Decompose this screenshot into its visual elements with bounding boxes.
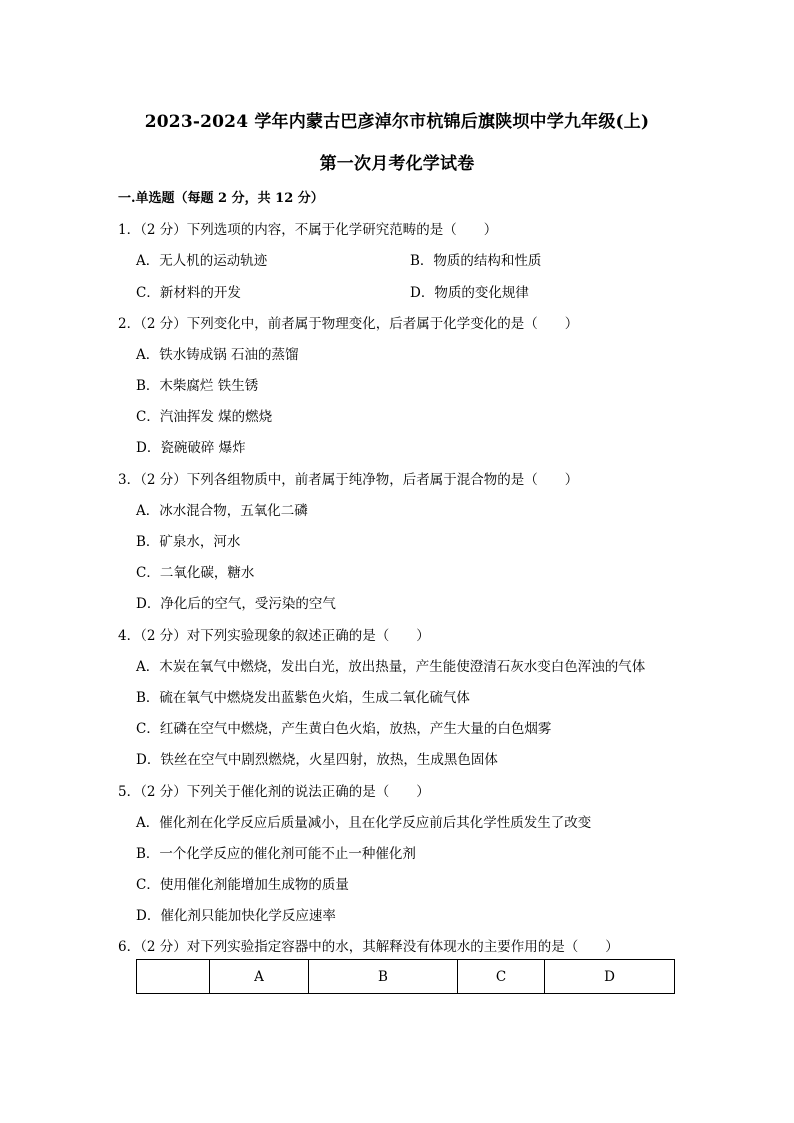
question-1-option-a: A．无人机的运动轨迹 xyxy=(136,253,268,269)
question-3-option-b: B．矿泉水，河水 xyxy=(136,534,241,550)
question-1-stem: 1．（2 分）下列选项的内容，不属于化学研究范畴的是（ ） xyxy=(118,222,498,238)
question-3-option-d: D．净化后的空气，受污染的空气 xyxy=(136,596,336,612)
question-4-option-d: D．铁丝在空气中剧烈燃烧，火星四射，放热，生成黑色固体 xyxy=(136,752,498,768)
question-3-option-a: A．冰水混合物，五氧化二磷 xyxy=(136,503,308,519)
exam-title-line1: 2023-2024 学年内蒙古巴彦淖尔市杭锦后旗陕坝中学九年级(上) xyxy=(144,112,650,132)
table-header-b: B xyxy=(309,960,458,994)
table-header-c: C xyxy=(458,960,545,994)
question-1-option-c: C．新材料的开发 xyxy=(136,285,241,301)
question-5-option-c: C．使用催化剂能增加生成物的质量 xyxy=(136,877,349,893)
question-2-option-c: C．汽油挥发 煤的燃烧 xyxy=(136,409,273,425)
question-2-stem: 2．（2 分）下列变化中，前者属于物理变化，后者属于化学变化的是（ ） xyxy=(118,316,579,332)
question-6-stem: 6．（2 分）对下列实验指定容器中的水，其解释没有体现水的主要作用的是（ ） xyxy=(118,939,619,955)
question-3-stem: 3．（2 分）下列各组物质中，前者属于纯净物，后者属于混合物的是（ ） xyxy=(118,472,579,488)
question-4-stem: 4．（2 分）对下列实验现象的叙述正确的是（ ） xyxy=(118,628,430,644)
question-2-option-a: A．铁水铸成锅 石油的蒸馏 xyxy=(136,347,299,363)
question-2-option-b: B．木柴腐烂 铁生锈 xyxy=(136,378,259,394)
question-1-option-b: B．物质的结构和性质 xyxy=(410,253,542,269)
question-5-option-d: D．催化剂只能加快化学反应速率 xyxy=(136,908,336,924)
question-5-stem: 5．（2 分）下列关于催化剂的说法正确的是（ ） xyxy=(118,784,430,800)
question-5-option-a: A．催化剂在化学反应后质量减小，且在化学反应前后其化学性质发生了改变 xyxy=(136,815,592,831)
question-5-option-b: B．一个化学反应的催化剂可能不止一种催化剂 xyxy=(136,846,416,862)
exam-title-line2: 第一次月考化学试卷 xyxy=(319,154,475,174)
question-4-option-a: A．木炭在氧气中燃烧，发出白光，放出热量，产生能使澄清石灰水变白色浑浊的气体 xyxy=(136,659,646,675)
table-row xyxy=(137,960,675,994)
question-2-option-d: D．瓷碗破碎 爆炸 xyxy=(136,440,246,456)
table-header-a: A xyxy=(210,960,309,994)
question-4-option-b: B．硫在氧气中燃烧发出蓝紫色火焰，生成二氧化硫气体 xyxy=(136,690,470,706)
section-heading: 一.单选题（每题 2 分，共 12 分） xyxy=(118,191,324,206)
question-6-table xyxy=(136,959,675,994)
question-1-option-d: D．物质的变化规律 xyxy=(410,285,529,301)
table-header-d: D xyxy=(545,960,675,994)
table-header-blank xyxy=(137,960,210,994)
question-4-option-c: C．红磷在空气中燃烧，产生黄白色火焰，放热，产生大量的白色烟雾 xyxy=(136,721,552,737)
question-3-option-c: C．二氧化碳，糖水 xyxy=(136,565,255,581)
